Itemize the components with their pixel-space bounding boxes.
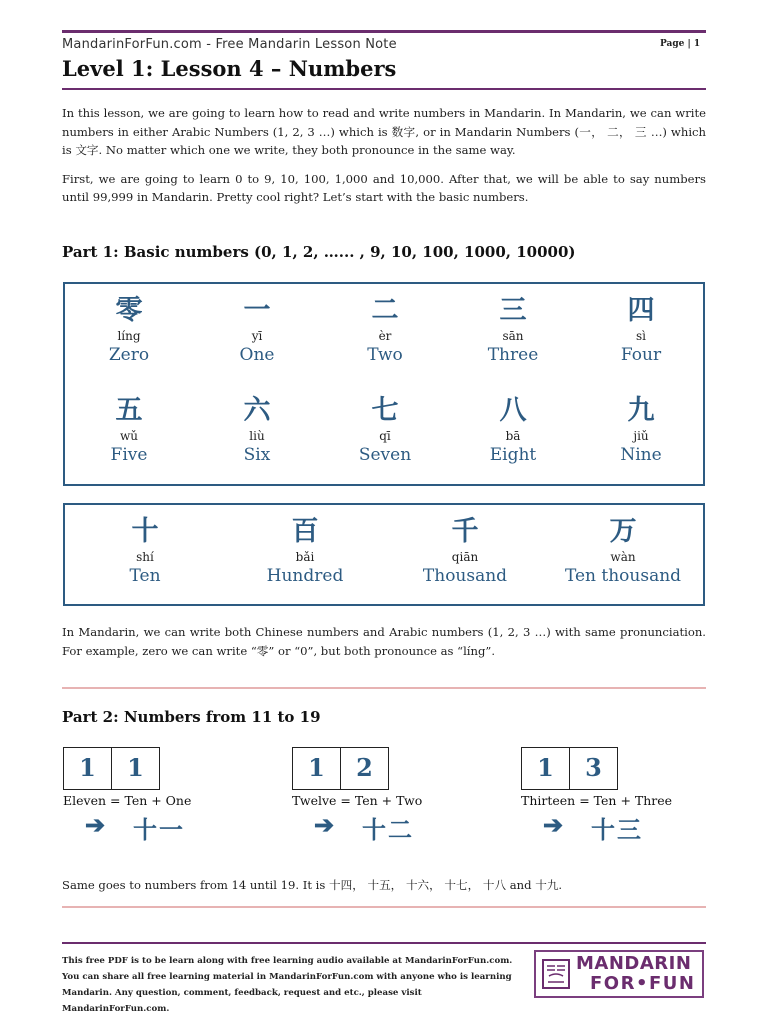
chinese-result: 十二 — [362, 815, 414, 844]
arrow-right-icon: ➔ — [85, 810, 106, 839]
number-cell — [65, 396, 193, 466]
pinyin: liù — [249, 429, 265, 443]
chinese-numeral: 零 — [115, 295, 143, 326]
logo-mark-icon — [542, 959, 570, 989]
pinyin: èr — [378, 329, 392, 343]
chinese-numeral: 万 — [609, 516, 637, 547]
pinyin: bǎi — [295, 550, 315, 564]
big-number-cell — [225, 517, 385, 587]
english-word: Ten — [129, 566, 161, 586]
pinyin: qī — [379, 429, 391, 443]
footer-text: This free PDF is to be learn along with free learning audio available at MandarinForFun.com. You can share all free learning material in MandarinForFun.com with anyone who is learning Mandarin. Any question, comment, feedback, request and etc., please visit MandarinForFun.com. — [62, 956, 513, 1014]
big-number-cell — [543, 517, 703, 587]
page-number: Page | 1 — [660, 39, 701, 49]
chinese-result: 十一 — [133, 815, 185, 844]
english-word: Zero — [108, 345, 150, 365]
pinyin: sì — [636, 329, 646, 343]
number-cell — [449, 396, 577, 466]
pinyin: wàn — [610, 550, 636, 564]
pinyin: shí — [136, 550, 154, 564]
pinyin: jiǔ — [633, 429, 649, 443]
chinese-numeral: 一 — [243, 295, 271, 326]
pinyin: qiān — [451, 550, 479, 564]
digit-tens: 1 — [308, 753, 325, 782]
part2-note: Same goes to numbers from 14 until 19. It is 十四， 十五， 十六， 十七， 十八 and 十九. — [62, 878, 563, 892]
arrow-right-icon: ➔ — [543, 810, 564, 839]
basic-numbers-table — [63, 282, 705, 486]
chinese-numeral: 千 — [451, 516, 479, 547]
english-word: Hundred — [266, 566, 344, 586]
arrow-right-icon: ➔ — [314, 810, 335, 839]
digit-boxes — [63, 747, 160, 790]
chinese-numeral: 百 — [291, 516, 319, 547]
number-equation: Thirteen = Ten + Three — [521, 793, 673, 808]
english-word: Three — [487, 345, 539, 365]
part1-note: In Mandarin, we can write both Chinese numbers and Arabic numbers (1, 2, 3 …) with same pronunciation. For example, zero we can write “零” or “0”, but both pronounce as “líng”. — [62, 625, 706, 658]
english-word: Thousand — [422, 566, 508, 586]
chinese-numeral: 六 — [243, 395, 271, 426]
english-word: Nine — [620, 445, 662, 465]
site-name: MandarinForFun.com - Free Mandarin Lesson Note — [62, 37, 397, 52]
intro-paragraph-2: First, we are going to learn 0 to 9, 10, 100, 1,000 and 10,000. After that, we will be able to say numbers until 99,999 in Mandarin. Pretty cool right? Let’s start with the basic numbers. — [62, 171, 706, 204]
number-cell — [449, 296, 577, 366]
part2-heading: Part 2: Numbers from 11 to 19 — [62, 708, 321, 726]
digit-ones: 1 — [111, 748, 159, 789]
number-cell — [193, 296, 321, 366]
big-number-cell — [65, 517, 225, 587]
pinyin: líng — [117, 329, 141, 343]
chinese-numeral: 七 — [371, 395, 399, 426]
digit-ones: 2 — [340, 748, 388, 789]
part1-heading: Part 1: Basic numbers (0, 1, 2, …... , 9, 10, 100, 1000, 10000) — [62, 243, 576, 261]
intro-section — [62, 104, 706, 207]
intro-paragraph-1: In this lesson, we are going to learn how to read and write numbers in Mandarin. In Mandarin, we can write numbers in either Arabic Numbers (1, 2, 3 …) which is 数字, or in Mandarin Numbers (一， 二， 三 …) which is 文字. No matter which one we write, they both pronounce in the same way. — [62, 106, 706, 157]
chinese-numeral: 四 — [627, 295, 655, 326]
digit-boxes — [292, 747, 389, 790]
pinyin: bā — [505, 429, 521, 443]
digit-tens: 1 — [79, 753, 96, 782]
big-numbers-table — [63, 503, 705, 606]
footer-rule — [62, 942, 706, 944]
english-word: Eight — [489, 445, 537, 465]
pinyin: wǔ — [120, 429, 138, 443]
chinese-numeral: 二 — [371, 295, 399, 326]
number-equation: Twelve = Ten + Two — [292, 793, 423, 808]
pinyin: yī — [251, 329, 263, 343]
logo — [534, 950, 704, 998]
header-top-rule — [62, 30, 706, 33]
chinese-numeral: 三 — [499, 295, 527, 326]
number-cell — [193, 396, 321, 466]
number-equation: Eleven = Ten + One — [63, 793, 192, 808]
english-word: Four — [620, 345, 662, 365]
english-word: Six — [243, 445, 271, 465]
chinese-result: 十三 — [591, 815, 643, 844]
section-divider-2 — [62, 906, 706, 908]
english-word: Seven — [358, 445, 412, 465]
number-cell — [321, 396, 449, 466]
digit-ones: 3 — [569, 748, 617, 789]
english-word: Ten thousand — [564, 566, 682, 586]
english-word: Five — [110, 445, 148, 465]
chinese-numeral: 五 — [115, 395, 143, 426]
chinese-numeral: 九 — [627, 395, 655, 426]
english-word: Two — [367, 345, 403, 365]
chinese-numeral: 八 — [499, 395, 527, 426]
number-cell — [65, 296, 193, 366]
digit-tens: 1 — [537, 753, 554, 782]
chinese-numeral: 十 — [131, 516, 159, 547]
pinyin: sān — [502, 329, 524, 343]
section-divider — [62, 687, 706, 689]
big-number-cell — [385, 517, 545, 587]
number-cell — [577, 396, 705, 466]
logo-line-2: FOR•FUN — [590, 973, 696, 994]
page-title: Level 1: Lesson 4 – Numbers — [62, 56, 397, 81]
number-cell — [577, 296, 705, 366]
number-cell — [321, 296, 449, 366]
english-word: One — [239, 345, 275, 365]
header-bottom-rule — [62, 88, 706, 90]
digit-boxes — [521, 747, 618, 790]
logo-line-1: MANDARIN — [576, 953, 692, 974]
